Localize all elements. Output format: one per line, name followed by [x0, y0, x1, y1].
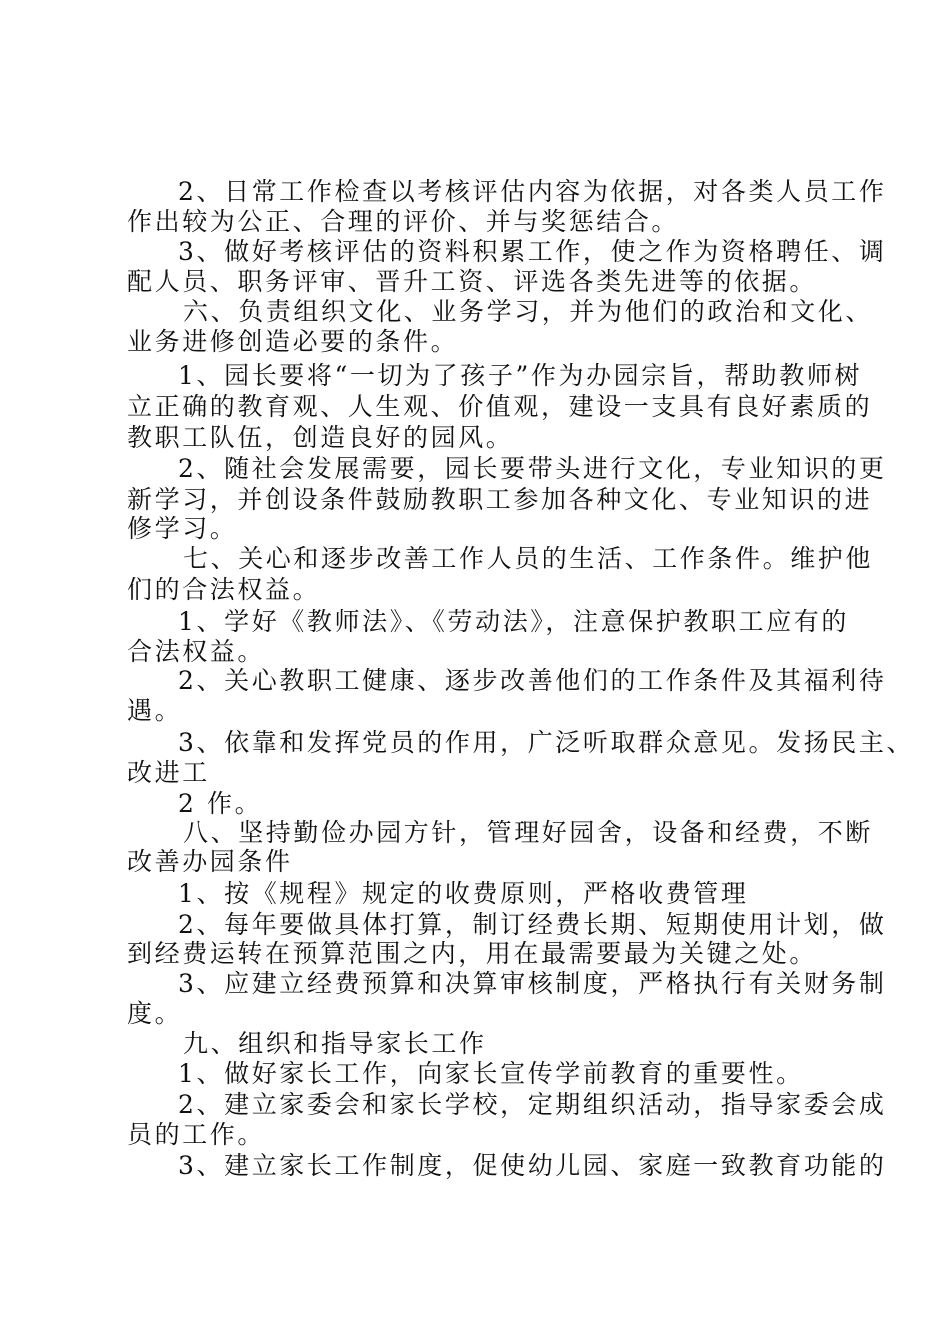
section-heading: 八、坚持勤俭办园方针，管理好园舍，设备和经费，不断: [183, 818, 874, 847]
text-line: 1、做好家长工作，向家长宣传学前教育的重要性。: [178, 1059, 804, 1088]
text-line: 2、每年要做具体打算，制订经费长期、短期使用计划，做: [178, 910, 887, 939]
text-line: 到经费运转在预算范围之内，用在最需要最为关键之处。: [127, 939, 818, 968]
text-line: 1、园长要将“一切为了孩子”作为办园宗旨，帮助教师树: [178, 361, 863, 390]
text-line: 合法权益。: [127, 637, 266, 666]
text-line: 2、关心教职工健康、逐步改善他们的工作条件及其福利待: [178, 666, 887, 695]
text-line: 立正确的教育观、人生观、价值观，建设一支具有良好素质的: [127, 392, 873, 421]
text-line: 改进工: [127, 758, 210, 787]
section-heading: 们的合法权益。: [127, 575, 321, 604]
section-heading: 业务进修创造必要的条件。: [127, 327, 459, 356]
text-line: 2、日常工作检查以考核评估内容为依据，对各类人员工作: [178, 177, 887, 206]
text-line: 2、随社会发展需要，园长要带头进行文化，专业知识的更: [178, 454, 887, 483]
section-heading: 七、关心和逐步改善工作人员的生活、工作条件。维护他: [183, 544, 874, 573]
text-line: 新学习，并创设条件鼓励教职工参加各种文化、专业知识的进: [127, 485, 873, 514]
text-line: 遇。: [127, 696, 183, 725]
text-line: 1、按《规程》规定的收费原则，严格收费管理: [178, 879, 749, 908]
text-line: 3、建立家长工作制度，促使幼儿园、家庭一致教育功能的: [178, 1151, 887, 1180]
text-line: 3、应建立经费预算和决算审核制度，严格执行有关财务制: [178, 969, 887, 998]
section-heading: 六、负责组织文化、业务学习，并为他们的政治和文化、: [183, 297, 874, 326]
text-line: 修学习。: [127, 514, 238, 543]
text-line: 2、建立家委会和家长学校，定期组织活动，指导家委会成: [178, 1090, 887, 1119]
text-line: 3、做好考核评估的资料积累工作，使之作为资格聘任、调: [178, 237, 887, 266]
text-line: 教职工队伍，创造良好的园风。: [127, 423, 514, 452]
text-line: 1、学好《教师法》、《劳动法》，注意保护教职工应有的: [178, 607, 850, 636]
text-line: 作出较为公正、合理的评价、并与奖惩结合。: [127, 207, 680, 236]
section-heading: 改善办园条件: [127, 847, 293, 876]
text-line: 度。: [127, 999, 183, 1028]
text-line: 员的工作。: [127, 1120, 266, 1149]
text-line: 配人员、职务评审、晋升工资、评选各类先进等的依据。: [127, 267, 818, 296]
section-heading: 九、组织和指导家长工作: [183, 1029, 487, 1058]
text-line: 3、依靠和发挥党员的作用，广泛听取群众意见。发扬民主、: [178, 728, 915, 757]
text-line: 2 作。: [178, 789, 263, 818]
